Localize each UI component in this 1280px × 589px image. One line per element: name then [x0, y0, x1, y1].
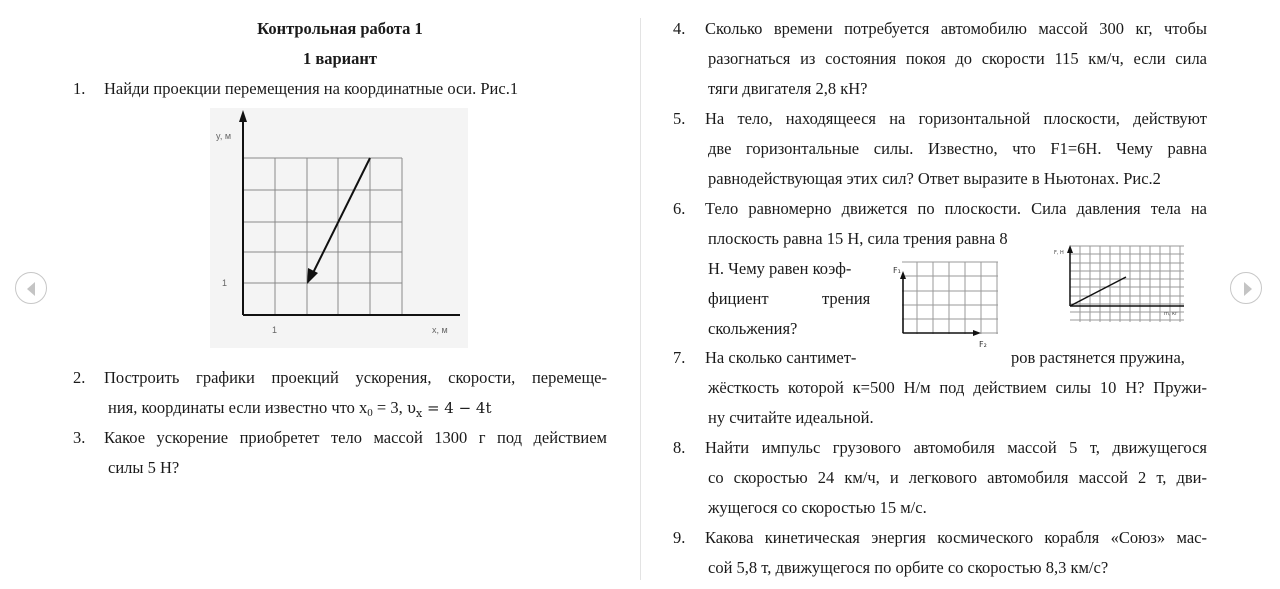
question-4-line-1: Сколько времени потребуется автомобилю массой 300 кг, чтобы [705, 19, 1207, 38]
question-number-6: 6. [673, 199, 686, 218]
question-number-1: 1. [73, 79, 86, 98]
question-5-line-2: две горизонтальные силы. Известно, что F1=6Н. Чему равна [708, 139, 1207, 158]
question-2-line-2: ния, координаты если известно что $x_0 = 3$, $\upsilon_x = 4 - 4t$ [108, 398, 492, 420]
figure-1-x-label: x, м [432, 325, 448, 335]
question-6-line-4b: трения [822, 289, 871, 308]
question-6-line-5: скольжения? [708, 319, 798, 338]
question-6-line-4a: фициент [708, 289, 769, 308]
question-7-line-1b: ров растянется пружина, [1011, 348, 1185, 367]
figure-1-background [210, 108, 468, 348]
question-number-8: 8. [673, 438, 686, 457]
chevron-right-icon [1231, 273, 1263, 305]
question-9-line-2: сой 5,8 т, движущегося по орбите со скоростью 8,3 км/с? [708, 558, 1109, 577]
figure-3-line [1070, 277, 1126, 306]
figure-3-x-label: m, кг [1164, 311, 1178, 317]
figure-1-y-label: y, м [216, 131, 232, 141]
question-number-3: 3. [73, 428, 86, 447]
question-5-line-1: На тело, находящееся на горизонтальной плоскости, действуют [705, 109, 1207, 128]
chevron-left-icon [16, 273, 48, 305]
figure-2-f2-label: F₂ [979, 340, 987, 349]
question-7-line-3: ну считайте идеальной. [708, 408, 874, 427]
question-8-line-2: со скоростью 24 км/ч, и легкового автомобиля массой 2 т, дви- [708, 468, 1207, 487]
question-3-line-1: Какое ускорение приобретет тело массой 1300 г под действием [104, 428, 607, 447]
question-4-line-2: разогнаться из состояния покоя до скорости 115 км/ч, если сила [708, 49, 1207, 68]
figure-3-y-label: F, Н [1054, 250, 1064, 256]
question-6-line-2: плоскость равна 15 Н, сила трения равна 8 [708, 229, 1008, 248]
question-number-2: 2. [73, 368, 86, 387]
next-page-button[interactable] [1230, 272, 1262, 304]
question-number-4: 4. [673, 19, 686, 38]
page-divider [640, 18, 641, 580]
figure-1-displacement-graph [210, 108, 468, 348]
question-1-text: Найди проекции перемещения на координатные оси. Рис.1 [104, 79, 519, 98]
question-6-line-3: Н. Чему равен коэф- [708, 259, 852, 278]
question-4-line-3: тяги двигателя 2,8 кН? [708, 79, 868, 98]
question-2-line-1: Построить графики проекций ускорения, скорости, перемеще- [104, 368, 607, 387]
figure-3-force-mass-graph [1052, 240, 1188, 326]
question-7-line-1a: На сколько сантимет- [705, 348, 857, 367]
question-8-line-3: жущегося со скоростью 15 м/с. [708, 498, 927, 517]
figure-2-f1-label: F₁ [893, 266, 901, 275]
question-7-line-2: жёсткость которой к=500 Н/м под действием силы 10 Н? Пружи- [708, 378, 1207, 397]
question-8-line-1: Найти импульс грузового автомобиля массой 5 т, движущегося [705, 438, 1207, 457]
question-number-9: 9. [673, 528, 686, 547]
question-5-line-3: равнодействующая этих сил? Ответ выразите в Ньютонах. Рис.2 [708, 169, 1161, 188]
question-number-7: 7. [673, 348, 686, 367]
figure-2-forces-graph [886, 258, 1004, 354]
figure-1-y-tick: 1 [222, 278, 228, 288]
figure-1-x-tick: 1 [272, 325, 278, 335]
variant-label: 1 вариант [302, 49, 378, 68]
prev-page-button[interactable] [15, 272, 47, 304]
question-9-line-1: Какова кинетическая энергия космического корабля «Союз» мас- [705, 528, 1207, 547]
question-3-line-2: силы 5 Н? [108, 458, 180, 477]
question-6-line-1: Тело равномерно движется по плоскости. Сила давления тела на [705, 199, 1207, 218]
question-number-5: 5. [673, 109, 686, 128]
page-title: Контрольная работа 1 [257, 19, 423, 38]
